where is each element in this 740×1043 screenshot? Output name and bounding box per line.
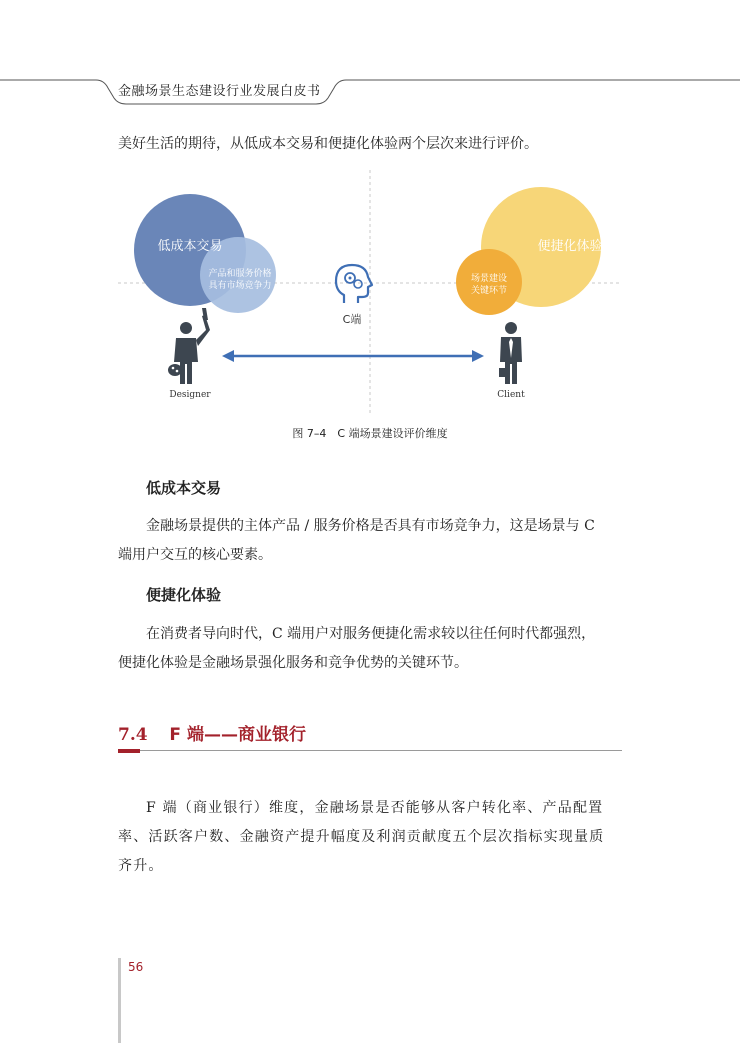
- figure-caption: 图 7–4 C 端场景建设评价维度: [292, 427, 448, 440]
- subheading-low-cost: 低成本交易: [146, 479, 222, 497]
- running-header-title: 金融场景生态建设行业发展白皮书: [118, 84, 321, 99]
- section-underline-accent: [118, 749, 140, 753]
- section-title: F 端——商业银行: [169, 725, 306, 745]
- section-underline: [118, 750, 622, 751]
- subheading-convenience: 便捷化体验: [146, 586, 222, 604]
- key-link-label-line2: 关键环节: [470, 286, 508, 296]
- client-label: Client: [497, 390, 525, 400]
- f-side-para-line3: 齐升。: [118, 858, 164, 874]
- key-link-label-line1: 场景建设: [470, 274, 508, 284]
- arrow-right-head: [472, 350, 484, 362]
- convenience-para-line1: 在消费者导向时代，C 端用户对服务便捷化需求较以往任何时代都强烈，: [146, 626, 596, 642]
- convenience-para-line2: 便捷化体验是金融场景强化服务和竞争优势的关键环节。: [118, 655, 468, 671]
- section-number: 7.4: [118, 725, 148, 745]
- low-cost-label: 低成本交易: [157, 239, 223, 254]
- head-gears-icon: [336, 265, 372, 303]
- header-rule: [0, 0, 740, 110]
- low-cost-para-line1: 金融场景提供的主体产品 / 服务价格是否具有市场竞争力，这是场景与 C: [146, 518, 595, 534]
- intro-text: 美好生活的期待，从低成本交易和便捷化体验两个层次来进行评价。: [118, 136, 538, 152]
- f-side-para-line2: 率、活跃客户数、金融资产提升幅度及利润贡献度五个层次指标实现量质: [118, 829, 605, 845]
- footer-side-bar: [118, 958, 121, 1043]
- figure-c-side-evaluation: [118, 170, 622, 415]
- c-side-label: C端: [342, 313, 362, 326]
- f-side-para-line1: F 端（商业银行）维度，金融场景是否能够从客户转化率、产品配置: [146, 800, 604, 816]
- page-number: 56: [128, 960, 144, 974]
- convenience-label: 便捷化体验: [537, 239, 603, 254]
- section-heading: [118, 720, 306, 745]
- price-label-line2: 具有市场竞争力: [208, 281, 272, 291]
- price-label-line1: 产品和服务价格: [208, 269, 272, 279]
- arrow-left-head: [222, 350, 234, 362]
- client-figure-icon: [499, 322, 522, 384]
- designer-figure-icon: [168, 308, 210, 384]
- designer-label: Designer: [169, 390, 211, 400]
- low-cost-para-line2: 端用户交互的核心要素。: [118, 547, 272, 563]
